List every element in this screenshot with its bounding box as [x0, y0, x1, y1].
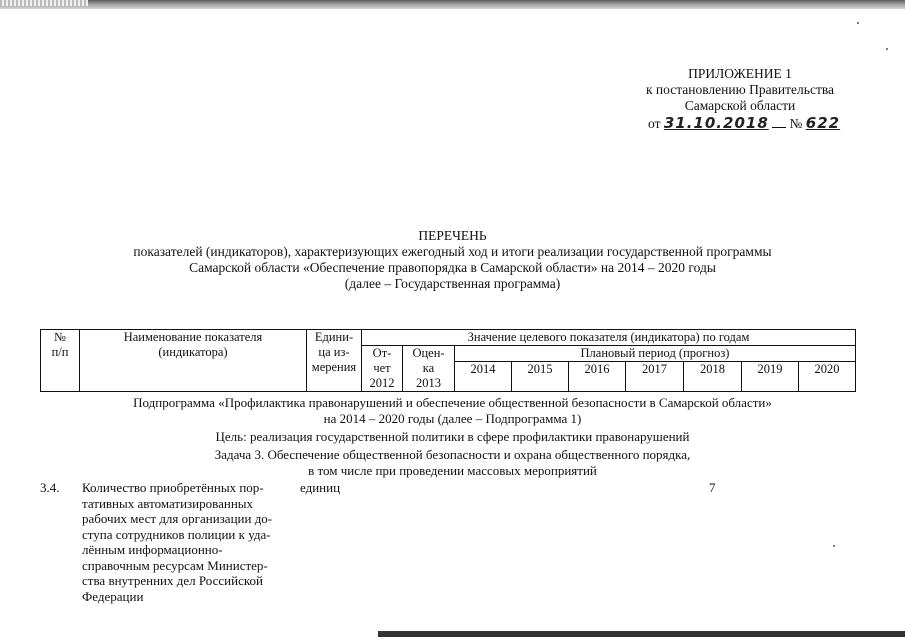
scan-edge-top: [0, 0, 905, 9]
header-values-group: Значение целевого показателя (индикатора) по годам: [362, 330, 856, 346]
subprogram-title-1: Подпрограмма «Профилактика правонарушений и обеспечение общественной безопасности в Самарской области»: [133, 395, 772, 410]
subprogram-task-2: в том числе при проведении массовых мероприятий: [308, 463, 597, 478]
handwritten-number: 622: [805, 114, 841, 132]
header-year: 2019: [742, 362, 799, 392]
header-year: 2015: [512, 362, 569, 392]
header-year: 2016: [569, 362, 626, 392]
indicator-row-value-2018: 7: [709, 480, 716, 495]
date-prefix: от: [648, 116, 661, 131]
title-heading: ПЕРЕЧЕНЬ: [418, 228, 487, 243]
indicator-table: [40, 329, 856, 392]
indicator-row-number: 3.4.: [40, 480, 60, 495]
scan-speck: [833, 545, 835, 547]
header-year: 2020: [799, 362, 856, 392]
header-forecast-group: Плановый период (прогноз): [455, 346, 856, 362]
header-indicator-name: Наименование показателя (индикатора): [80, 330, 307, 392]
decree-date-number: [648, 114, 840, 133]
header-year: 2014: [455, 362, 512, 392]
scan-speck: [886, 48, 888, 50]
document-title: [60, 228, 845, 292]
header-year: 2018: [684, 362, 742, 392]
header-estimate-2013: Оцен- ка 2013: [403, 346, 455, 392]
subprogram-task-1: Задача 3. Обеспечение общественной безопасности и охрана общественного порядка,: [214, 447, 691, 462]
header-year: 2017: [626, 362, 684, 392]
title-line-3: (далее – Государственная программа): [344, 276, 561, 291]
header-unit: Едини- ца из- мерения: [307, 330, 362, 392]
handwritten-date: 31.10.2018: [663, 114, 769, 132]
header-number: № п/п: [41, 330, 80, 392]
scan-edge-bottom: [378, 631, 905, 637]
indicator-row-unit: единиц: [300, 480, 341, 495]
header-report-2012: От- чет 2012: [362, 346, 403, 392]
title-line-2: Самарской области «Обеспечение правопорядка в Самарской области» на 2014 – 2020 годы: [189, 260, 716, 275]
scan-edge-top-noise: [0, 0, 88, 6]
number-prefix: №: [789, 116, 803, 131]
appendix-block: [600, 66, 880, 114]
indicator-row-name: Количество приобретённых пор- тативных автоматизированных рабочих мест для организации до- ступа сотрудников полиции к уда- лённым информационно- справочным ресурсам Министер- ства внутренних дел Российской Федерации: [82, 480, 273, 604]
appendix-title: ПРИЛОЖЕНИЕ 1: [688, 66, 792, 81]
subprogram-title-2: на 2014 – 2020 годы (далее – Подпрограмма 1): [323, 411, 582, 426]
scan-speck: [857, 22, 859, 24]
title-line-1: показателей (индикаторов), характеризующих ежегодный ход и итоги реализации государственной программы: [133, 244, 772, 259]
date-underline: [772, 127, 786, 128]
appendix-ref: к постановлению Правительства: [645, 82, 835, 97]
appendix-region: Самарской области: [684, 98, 796, 113]
subprogram-goal: Цель: реализация государственной политики в сфере профилактики правонарушений: [215, 429, 690, 444]
